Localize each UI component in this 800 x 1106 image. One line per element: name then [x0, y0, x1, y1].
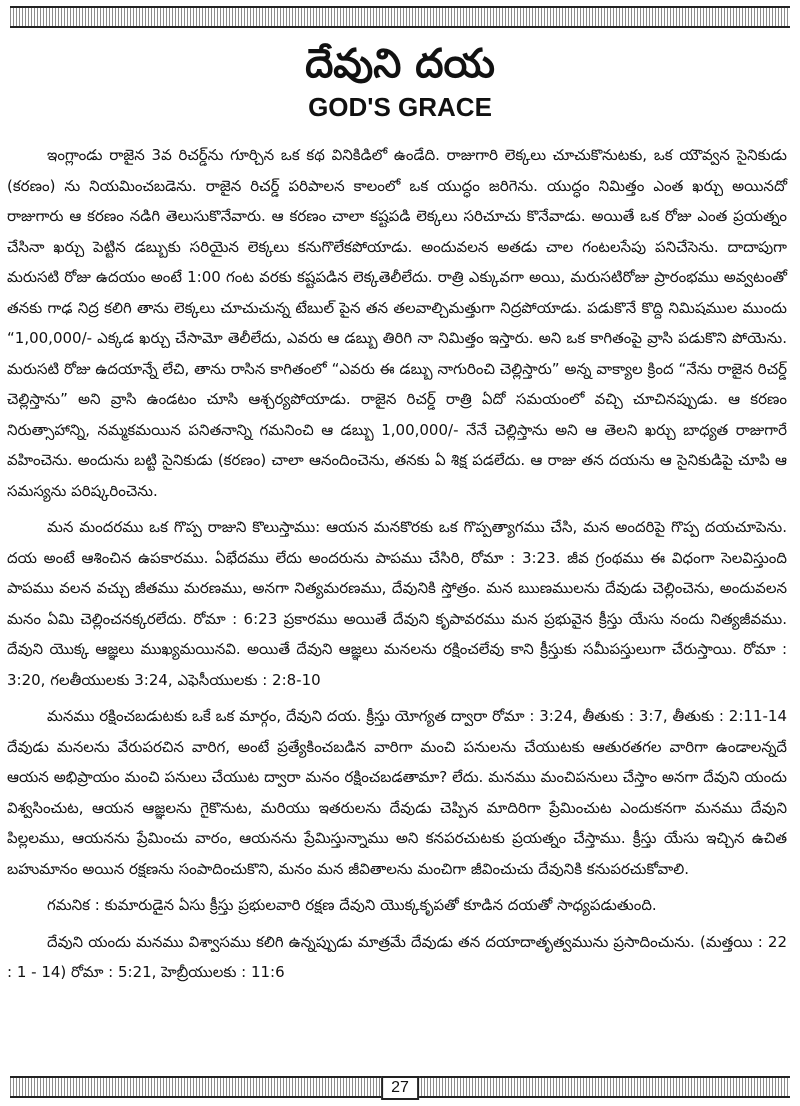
- paragraph-closing: దేవుని యందు మనము విశ్వాసము కలిగి ఉన్నప్పుడు మాత్రమే దేవుడు తన దయాదాతృత్వమును ప్రసాదించును. (మత్తయి : 22 : 1 - 14) రోమా : 5:21, హెబ్రీయులకు : 11:6: [7, 932, 787, 981]
- page-title: దేవుని దయ: [305, 41, 495, 87]
- paragraph-grace: మన మందరము ఒక గొప్ప రాజుని కొలుస్తాము: ఆయన మనకొరకు ఒక గొప్పత్యాగము చేసి, మన అందరిపై గొప్ప దయచూపెను. దయ అంటే ఆశించిన ఉపకారము. ఏభేదము లేదు అందరును పాపము చేసిరి, రోమా : 3:23. జీవ గ్రంథము ఈ విధంగా సెలవిస్తుంది పాపము వలన వచ్చు జీతము మరణము, అనగా నిత్యమరణము, దేవునికి స్తోత్రం. మన ఋణములను దేవుడు చెల్లించెను, అందువలన మనం ఏమి చెల్లించనక్కరలేదు. రోమా : 6:23 ప్రకారము అయితే దేవుని కృపావరము మన ప్రభువైన క్రీస్తు యేసు నందు నిత్యజీవము. దేవుని యొక్క ఆజ్ఞలు ముఖ్యమయినవి. అయితే దేవుని ఆజ్ఞలు మనలను రక్షించలేవు కాని క్రీస్తుకు సమీపస్తులుగా చేరుస్తాయి. రోమా : 3:20, గలతీయులకు 3:24, ఎఫెసీయులకు : 2:8-10: [7, 518, 787, 689]
- paragraph-story: ఇంగ్లాండు రాజైన 3వ రిచర్డ్‌ను గూర్చిన ఒక కథ వినికిడిలో ఉండేది. రాజుగారి లెక్కలు చూచుకొనుటకు, ఒక యౌవ్వన సైనికుడు (కరణం) ను నియమించబడెను. రాజైన రిచర్డ్ పరిపాలన కాలంలో ఒక యుద్ధం జరిగెను. యుద్ధం నిమిత్తం ఎంత ఖర్చు అయినదో రాజుగారు ఆ కరణం నడిగి తెలుసుకొనేవారు. ఆ కరణం చాలా కష్టపడి లెక్కలు సరిచూచు కొనేవాడు. అయితే ఒక రోజు ఎంత ప్రయత్నం చేసినా ఖర్చు పెట్టిన డబ్బుకు సరియైన లెక్కలు కనుగొలేకపోయాడు. అందువలన అతడు చాల గంటలసేపు పనిచేసెను. దాదాపుగా మరుసటి రోజు ఉదయం అంటే 1:00 గంట వరకు కష్టపడిన లెక్కతెలీలేదు. రాత్రి ఎక్కువగా అయి, మరుసటిరోజు ప్రారంభము అవ్వటంతో తనకు గాఢ నిద్ర కలిగి తాను లెక్కలు చూచుచున్న టేబుల్ పైన తన తలవాల్చిమత్తుగా నిద్రపోయాడు. పడుకొనే కొద్ది నిమిషముల ముందు “1,00,000/- ఎక్కడ ఖర్చు చేసామో తెలీలేదు, ఎవరు ఆ డబ్బు తిరిగి నా నిమిత్తం ఇస్తారు. అని ఒక కాగితంపై వ్రాసి పడుకొని పోయెను. మరుసటి రోజు ఉదయాన్నే లేచి, తాను రాసిన కాగితంలో “ఎవరు ఈ డబ్బు నాగురించి చెల్లిస్తారు” అన్న వాక్యాల క్రింద “నేను రాజైన రిచర్డ్ చెల్లిస్తాను” అని వ్రాసి ఉండటం చూసి ఆశ్చర్యపోయాడు. రాజైన రిచర్డ్ రాత్రి ఏదో సమయంలో వచ్చి చూచినప్పుడు. ఆ కరణం నిరుత్సాహాన్ని, నమ్మకమయిన పనితనాన్ని గమనించి ఆ డబ్బు 1,00,000/- నేనే చెల్లిస్తాను అని ఆ తెలని ఖర్చు బాధ్యత రాజుగారే వహించెను. అందును బట్టి సైనికుడు (కరణం) చాలా ఆనందించెను, తనకు ఏ శిక్ష పడలేదు. ఆ రాజు తన దయను ఆ సైనికుడిపై చూపి ఆ సమస్యను పరిష్కరించెను.: [7, 146, 787, 500]
- article-body: [7, 140, 787, 994]
- paragraph-salvation: మనము రక్షించబడుటకు ఒకే ఒక మార్గం, దేవుని దయ. క్రీస్తు యోగ్యత ద్వారా రోమా : 3:24, తీతుకు : 3:7, తీతుకు : 2:11-14 దేవుడు మనలను వేరుపరచిన వారిగ, అంటే ప్రత్యేకించబడిన వారిగా మంచి పనులను చేయుటకు ఆతురతగల వారిగా ఉండాలన్నదే ఆయన అభిప్రాయం మంచి పనులు చేయుట ద్వారా మనం రక్షించబడతామా? లేదు. మనము మంచిపనులు చేస్తాం అనగా దేవుని యందు విశ్వసించుట, ఆయన ఆజ్ఞలను గైకొనుట, మరియు ఇతరులను దేవుడు చెప్పిన మాదిరిగా ప్రేమించుట ఎందుకనగా మనము దేవుని పిల్లలము, ఆయనను ప్రేమించు వారం, ఆయనను ప్రేమిస్తున్నాము అని కనపరచుటకు ప్రయత్నం చేస్తాము. క్రీస్తు యేసు ఇచ్చిన ఉచిత బహుమానం అయిన రక్షణను సంపాదించుకొని, మనం మన జీవితాలను మంచిగా జీవించుచు దేవునికి కనుపరచుకోవాలి.: [7, 707, 787, 878]
- page-subtitle: GOD'S GRACE: [308, 92, 492, 122]
- top-border-decoration: [10, 6, 790, 28]
- page-number: 27: [381, 1076, 419, 1100]
- paragraph-note: గమనిక : కుమారుడైన ఏసు క్రీస్తు ప్రభులవారి రక్షణ దేవుని యొక్కకృపతో కూడిన దయతో సాధ్యపడుతుంది.: [47, 896, 657, 914]
